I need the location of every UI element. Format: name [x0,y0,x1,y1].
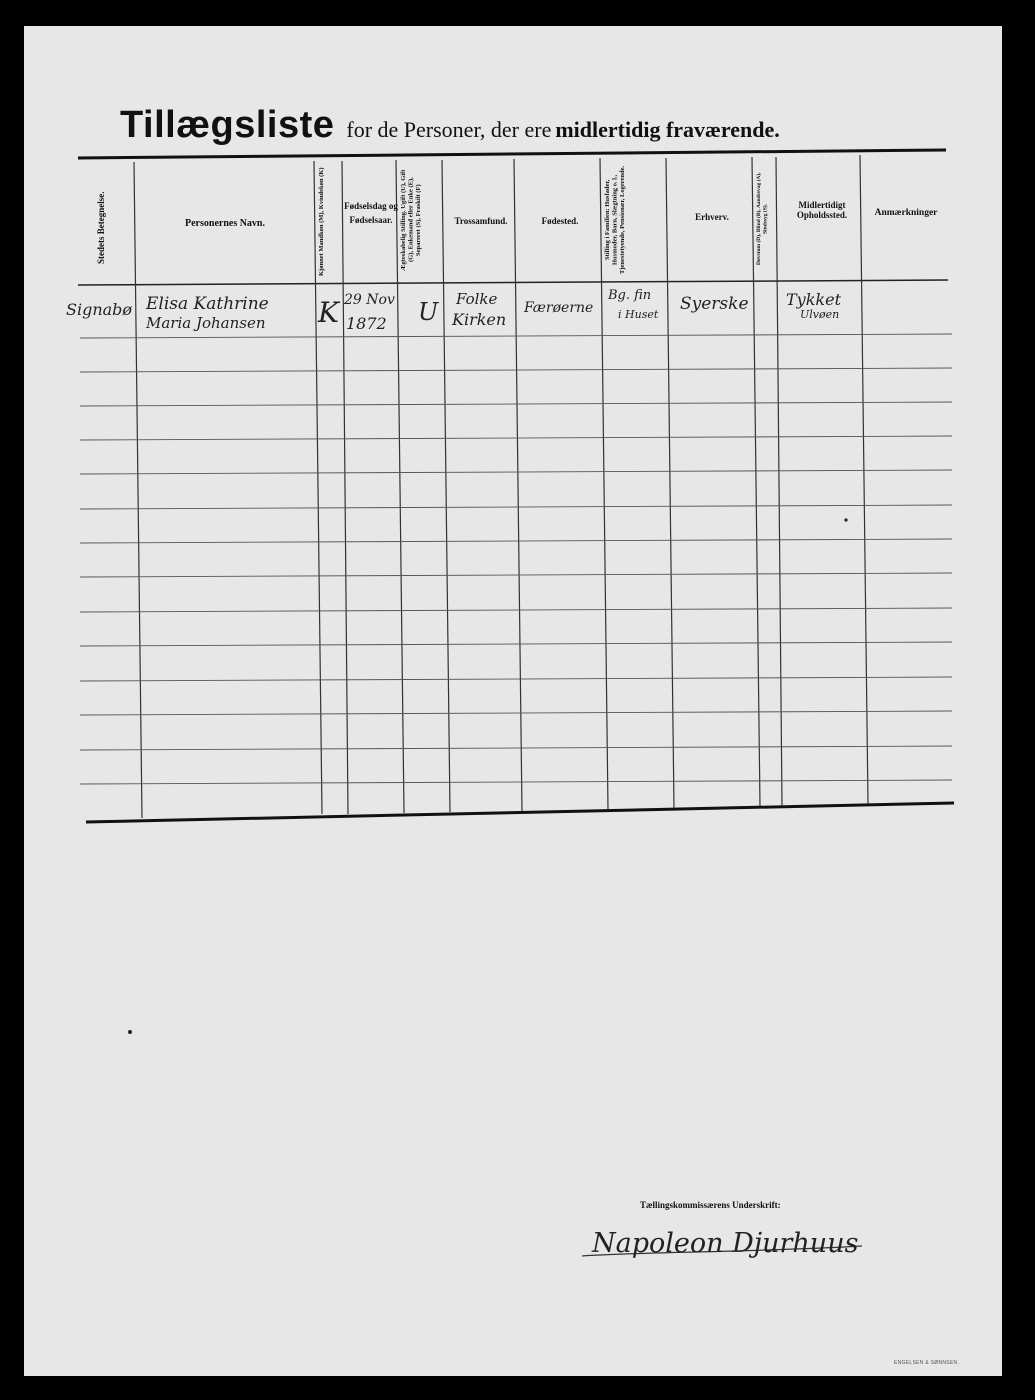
header-dovstum-blind: Døvstum (D), Blind (B), Aandssvag (A), Sindssyg (S). [756,172,769,266]
signature-caption: Tællingskommissærens Underskrift: [640,1200,781,1210]
header-fodselsdag: Fødselsdag og Fødselsaar. [344,201,398,225]
header-anmaerkninger: Anmærkninger [874,208,938,218]
title-main: Tillægsliste [120,104,335,146]
header-fodested: Fødested. [541,216,579,226]
title-pre: for de Personer, der ere [346,117,552,142]
header-trossamfund: Trossamfund. [454,216,508,226]
entry-stilling-line1: Bg. fin [608,288,652,303]
entry-fodested: Færøerne [524,300,594,316]
header-personernes-navn: Personernes Navn. [185,218,265,229]
header-kjonnet: Kjønnet Mandkøn (M), Kvindekøn (K) [318,167,325,277]
entry-trossamfund-line1: Folke [456,290,498,308]
entry-stilling-line2: i Huset [618,308,659,321]
entry-aegteskabelig-stilling: U [418,298,439,326]
title-emphasis: midlertidig fraværende. [555,117,780,142]
entry-name-line2: Maria Johansen [146,314,266,332]
entry-fodselsaar: 1872 [346,314,387,333]
entry-opholdssted-line2: Ulvøen [800,308,840,321]
header-stilling-i-familien: Stilling i Familien: Husfader, Husmoder, Barn, Slægtning o. l., Tjenestetyende, Pensionær, Logerende. [604,165,626,275]
header-midlertidigt-opholdssted: Midlertidigt Opholdssted. [796,200,848,221]
header-aegteskabelig-stilling: Ægteskabelig Stilling. Ugift (U), Gift (G), Enkemand eller Enke (E), Separeret (S), Fraskilt (F) [400,169,422,271]
entry-opholdssted-line1: Tykket [786,290,841,309]
header-stedets-betegnelse: Stedets Betegnelse. [96,191,106,265]
entry-fodselsdag: 29 Nov [344,292,395,308]
entry-name-line1: Elisa Kathrine [146,294,269,314]
entry-trossamfund-line2: Kirken [452,310,507,329]
header-erhverv: Erhverv. [695,212,729,222]
entry-erhverv: Syerske [680,294,749,314]
printer-imprint: ENGELSEN & SØNNSEN. [894,1360,960,1366]
signature-name: Napoleon Djurhuus [592,1228,859,1259]
entry-kjonnet: K [318,296,339,329]
entry-stedets-betegnelse: Signabø [66,300,133,319]
